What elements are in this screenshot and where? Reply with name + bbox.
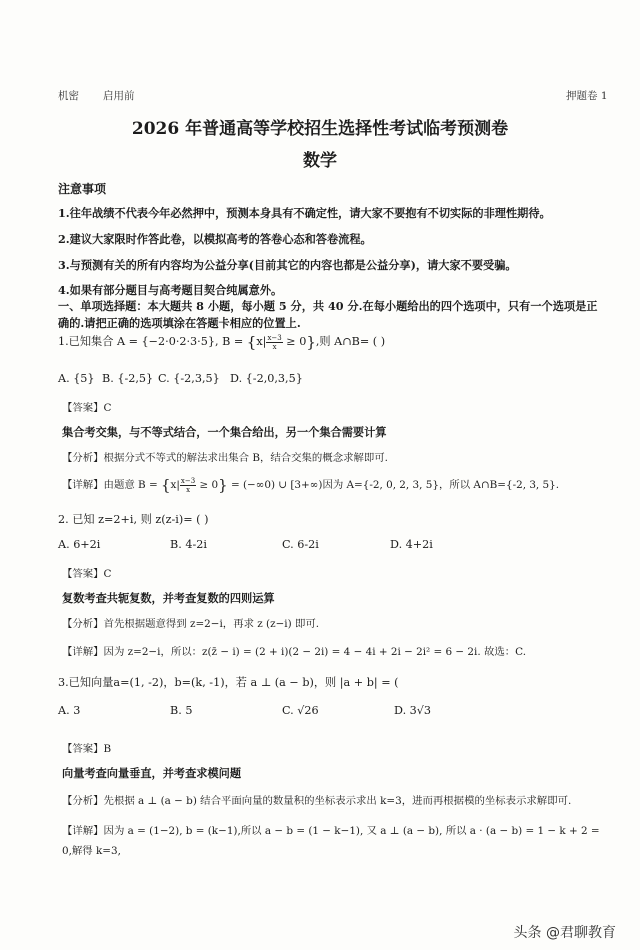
q1-detail: 【详解】由题意 B = {x| $\frac{x-3}{x}$ ≥ 0} = (−∞0) ∪ [3+∞)因为 A={-2, 0, 2, 3, 5}，所以 A∩B={-2, 3, 5}. (62, 476, 560, 494)
question-2-options (58, 538, 433, 551)
page-title: 2026 年普通高等学校招生选择性考试临考预测卷 (131, 119, 509, 139)
watermark: 头条 @君聊教育 (513, 925, 616, 941)
q3-analysis: 【分析】先根据 a ⊥ (a − b) 结合平面向量的数量积的坐标表示求出 k=3，进而再根据模的坐标表示求解即可. (62, 795, 572, 807)
section-heading-line1: 一、单项选择题：本大题共 8 小题，每小题 5 分，共 40 分.在每小题给出的四个选项中，只有一个选项是正 (58, 299, 598, 313)
q1-detail-set-cond: ≥ 0 (196, 479, 219, 491)
q3-option-b: B. 5 (170, 704, 193, 717)
notice-item-4: 4.如果有部分题目与高考题目契合纯属意外。 (58, 283, 283, 297)
q1-answer: 【答案】C (62, 402, 112, 414)
q3-detail-line1: 【详解】因为 a = (1−2), b = (k−1),所以 a − b = (1 − k−1), 又 a ⊥ (a − b), 所以 a · (a − b) = 1 − k + 2 = (62, 825, 600, 837)
subject-title: 数学 (303, 151, 337, 171)
q1-option-b: B. {-2,5} (102, 372, 154, 385)
q1-detail-suffix: = (−∞0) ∪ [3+∞)因为 A={-2, 0, 2, 3, 5}，所以 A∩B={-2, 3, 5}. (227, 479, 560, 491)
q1-set-cond: ≥ 0 (282, 335, 307, 348)
question-3-options (58, 704, 431, 717)
notice-item-1: 1.往年战绩不代表今年必然押中，预测本身具有不确定性，请大家不要抱有不切实际的非理性期待。 (58, 206, 551, 220)
paper-number: 押题卷 1 (566, 90, 608, 102)
notice-item-2: 2.建议大家限时作答此卷，以模拟高考的答卷心态和答卷流程。 (58, 232, 372, 246)
section-heading-line2: 确的.请把正确的选项填涂在答题卡相应的位置上. (58, 316, 301, 330)
question-2-stem: 2. 已知 z=2+i, 则 z(z-i)= ( ) (58, 513, 209, 526)
q1-fraction (266, 334, 282, 351)
q2-answer: 【答案】C (62, 568, 112, 580)
q3-option-c: C. √26 (282, 704, 319, 717)
q3-answer: 【答案】B (62, 743, 112, 755)
before-use-label: 启用前 (103, 90, 135, 102)
q2-detail: 【详解】因为 z=2−i，所以：z(z̄ − i) = (2 + i)(2 − 2i) = 4 − 4i + 2i − 2i² = 6 − 2i. 故选：C. (62, 646, 527, 658)
q2-option-c: C. 6-2i (282, 538, 319, 551)
q1-option-c: C. {-2,3,5} (158, 372, 220, 385)
question-1-stem: 1.已知集合 A = {−2·0·2·3·5}, B = {x| $\frac{x-3}{x}$ ≥ 0},则 A∩B= ( ) (58, 333, 386, 351)
q2-analysis: 【分析】首先根据题意得到 z=2−i，再求 z (z−i) 即可. (62, 618, 320, 630)
q2-knowledge-point: 复数考查共轭复数，并考查复数的四则运算 (62, 591, 275, 605)
question-1-options (58, 372, 303, 385)
q1-stem-suffix: ,则 A∩B= ( ) (315, 335, 386, 348)
q2-option-d: D. 4+2i (390, 538, 433, 551)
q1-detail-set-var: x| (170, 479, 180, 491)
q1-detail-fraction (180, 477, 196, 494)
notice-heading: 注意事项 (58, 182, 107, 196)
q1-frac-numerator: x−3 (267, 333, 282, 342)
q3-detail-line2: 0,解得 k=3, (62, 845, 121, 857)
q1-frac-denominator: x (272, 342, 277, 351)
q1-option-a: A. {5} (58, 372, 95, 385)
notice-item-3: 3.与预测有关的所有内容均为公益分享(目前其它的内容也都是公益分享)，请大家不要受骗。 (58, 258, 517, 272)
q1-detail-frac-denominator: x (186, 485, 191, 494)
q1-knowledge-point: 集合考交集，与不等式结合，一个集合给出，另一个集合需要计算 (62, 425, 387, 439)
q1-detail-frac-numerator: x−3 (180, 476, 196, 485)
question-3-stem: 3.已知向量a=(1, -2)，b=(k, -1)，若 a ⊥ (a − b)，则 |a + b| = ( (58, 676, 399, 689)
q3-knowledge-point: 向量考查向量垂直，并考查求模问题 (62, 766, 242, 780)
q1-analysis: 【分析】根据分式不等式的解法求出集合 B，结合交集的概念求解即可. (62, 452, 388, 464)
q2-option-b: B. 4-2i (170, 538, 207, 551)
q1-set-var: x| (256, 335, 267, 348)
q1-stem-prefix: 1.已知集合 A = {−2·0·2·3·5}, B = (58, 335, 247, 348)
q1-detail-prefix: 【详解】由题意 B = (62, 479, 161, 491)
q2-option-a: A. 6+2i (58, 538, 101, 551)
q3-option-a: A. 3 (58, 704, 81, 717)
q3-option-d: D. 3√3 (394, 704, 432, 717)
confidential-label: 机密 (58, 90, 79, 102)
q1-option-d: D. {-2,0,3,5} (230, 372, 303, 385)
